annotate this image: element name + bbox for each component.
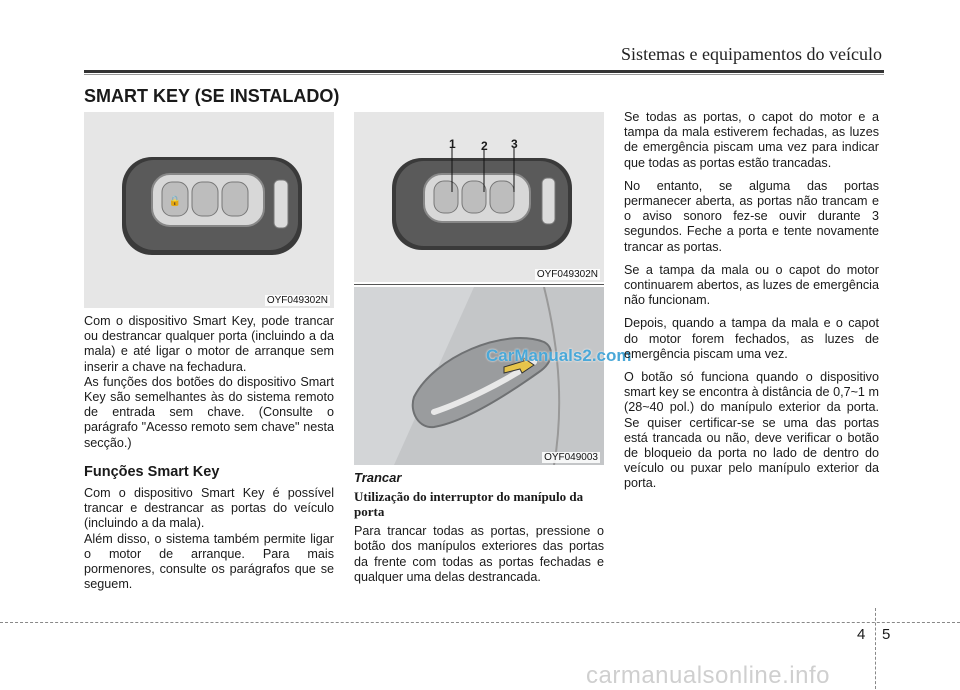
smart-key-buttons-figure [354,112,604,282]
door-handle-illustration [354,287,604,465]
header-rule-thin [84,74,884,75]
paragraph: Depois, quando a tampa da mala e o capot do motor forem fechados, as luzes de emergência piscam uma vez. [624,316,879,361]
paragraph: O botão só funciona quando o dispositivo smart key se encontra à distância de 0,7~1 m (28~40 pol.) do manípulo exterior da porta. Se quiser certificar-se se uma das portas está trancada ou não, deve verificar o botão de bloqueio da porta no lado de dentro do veículo ou puxar pelo manípulo exterior da porta. [624,370,879,491]
callout-label-2: 2 [481,139,488,153]
italic-heading: Trancar [354,470,402,485]
figure-caption: OYF049302N [266,295,328,306]
column-middle [354,470,604,593]
paragraph: As funções dos botões do dispositivo Smart Key são semelhantes às do sistema remoto de entrada sem chave. (Consulte o parágrafo "Acesso remoto sem chave" nesta secção.) [84,374,334,450]
column-right [624,110,879,500]
callout-label-1: 1 [449,137,456,151]
chapter-number: 4 [857,626,866,643]
smart-key-figure [84,112,334,308]
door-handle-figure [354,287,604,465]
paragraph: Se a tampa da mala ou o capot do motor continuarem abertos, as luzes de emergência não funcionam. [624,262,879,308]
smart-key-buttons-illustration [354,112,604,282]
paragraph: No entanto, se alguma das portas permanecer aberta, as portas não trancam e o aviso sonoro fez-se ouvir durante 3 segundos. Feche a porta e tente novamente trancar as portas. [624,178,879,254]
page-number: 5 [882,626,891,643]
paragraph: Com o dispositivo Smart Key, pode trancar ou destrancar qualquer porta (incluindo a da mala) e até ligar o motor de arranque sem inserir a chave na fechadura. [84,314,334,374]
callout-label-3: 3 [511,137,518,151]
paragraph: Se todas as portas, o capot do motor e a tampa da mala estiverem fechadas, as luzes de emergência piscam uma vez para indicar que todas as portas estão trancadas. [624,110,879,170]
figure-caption: OYF049302N [536,269,598,280]
column-left [84,314,334,600]
svg-text:🔒: 🔒 [168,196,182,207]
footer-dashed-divider [875,608,876,689]
section-title: SMART KEY (SE INSTALADO) [84,86,340,106]
paragraph: Para trancar todas as portas, pressione o botão dos manípulos exteriores das portas da frente com todas as portas fechadas e qualquer uma delas destrancada. [354,524,604,584]
subsection-heading: Funções Smart Key [84,463,220,480]
footer-dashed-rule [0,622,960,623]
figure-caption: OYF049003 [544,452,598,463]
watermark: CarManuals2.com [486,346,632,365]
smart-key-illustration [84,112,334,308]
figure-divider [354,284,604,285]
paragraph: Com o dispositivo Smart Key é possível trancar e destrancar as portas do veículo (incluindo a da mala). [84,486,334,531]
serif-heading: Utilização do interruptor do manípulo da porta [354,489,584,520]
header-rule [84,70,884,73]
paragraph: Além disso, o sistema também permite ligar o motor de arranque. Para mais pormenores, consulte os parágrafos que se seguem. [84,531,334,592]
site-watermark: carmanualsonline.info [586,662,830,689]
running-header: Sistemas e equipamentos do veículo [621,44,882,64]
